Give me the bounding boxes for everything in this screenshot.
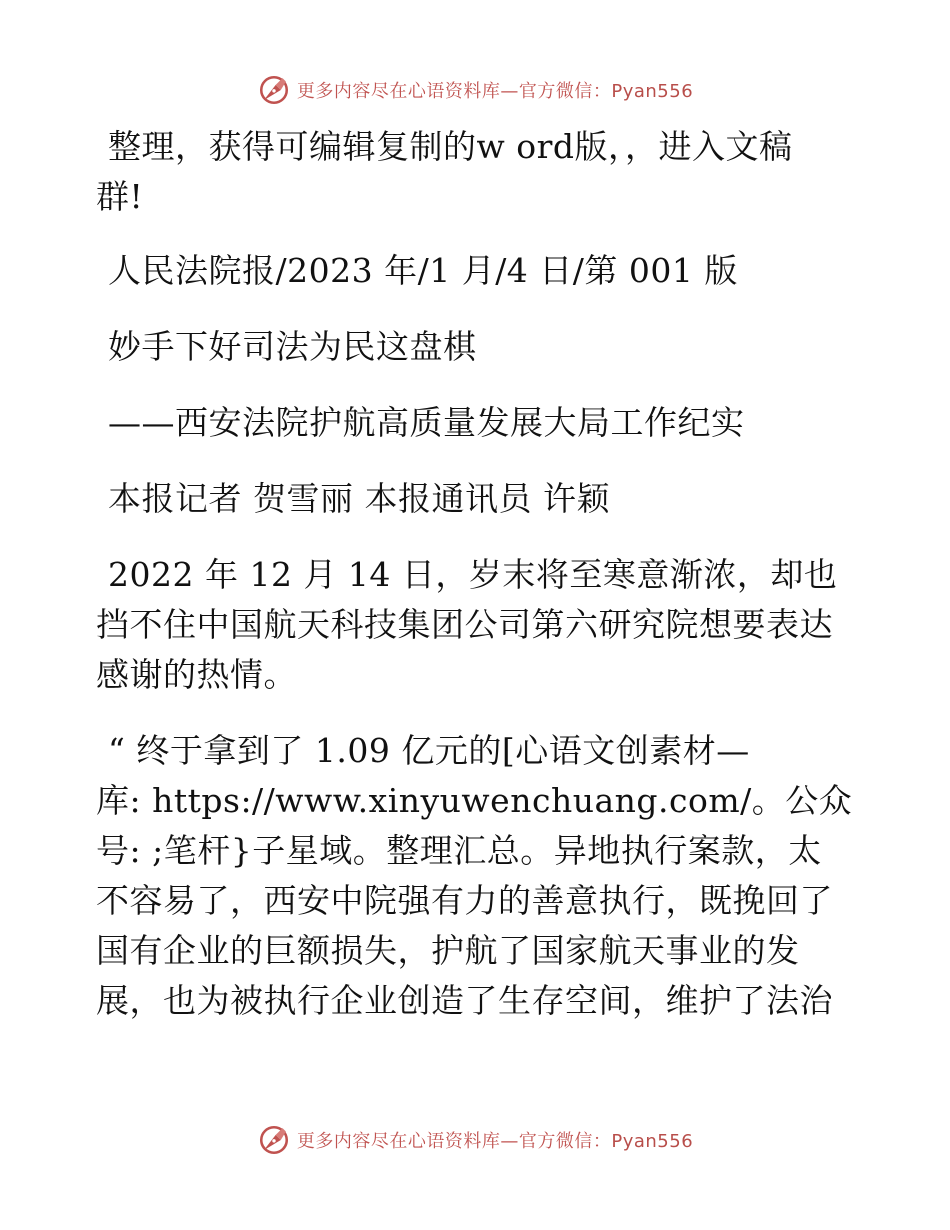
text-line: 不容易了，西安中院强有力的善意执行，既挽回了 [96, 881, 833, 920]
text-line: 2022 年 12 月 14 日，岁末将至寒意渐浓，却也 [108, 555, 838, 594]
text-line: 感谢的热情。 [96, 655, 297, 694]
watermark-text: 更多内容尽在心语资料库—官方微信：Pyan556 [296, 1131, 694, 1152]
pen-nib-logo-icon [257, 73, 291, 107]
text-line: 整理，获得可编辑复制的w ord版，，进入文稿 [108, 127, 793, 166]
title-line: 妙手下好司法为民这盘棋 [108, 327, 477, 366]
text-line: 号: ;笔杆}子星域。整理汇总。异地执行案款，太 [96, 831, 822, 870]
subtitle-line: ——西安法院护航高质量发展大局工作纪实 [108, 403, 745, 442]
paragraph-intro [96, 122, 856, 222]
article-title [96, 322, 856, 372]
paragraph-2 [96, 726, 856, 1026]
byline-line: 本报记者 贺雪丽 本报通讯员 许颖 [108, 479, 610, 518]
source-line: 人民法院报/2023 年/1 月/4 日/第 001 版 [108, 251, 738, 290]
footer-watermark [0, 1120, 950, 1160]
header-watermark [0, 70, 950, 110]
paragraph-1 [96, 550, 856, 700]
text-line: “ 终于拿到了 1.09 亿元的[心语文创素材— [108, 731, 750, 770]
text-line: 挡不住中国航天科技集团公司第六研究院想要表达 [96, 605, 833, 644]
document-body [96, 122, 856, 1026]
paragraph-source [96, 246, 856, 296]
watermark-text: 更多内容尽在心语资料库—官方微信：Pyan556 [296, 81, 694, 102]
text-line: 库: https://www.xinyuwenchuang.com/。公众 [96, 781, 853, 820]
text-line: 群! [96, 177, 144, 216]
text-line: 展，也为被执行企业创造了生存空间，维护了法治 [96, 981, 833, 1020]
pen-nib-logo-icon [257, 1123, 291, 1157]
byline [96, 474, 856, 524]
text-line: 国有企业的巨额损失，护航了国家航天事业的发 [96, 931, 800, 970]
article-subtitle [96, 398, 856, 448]
